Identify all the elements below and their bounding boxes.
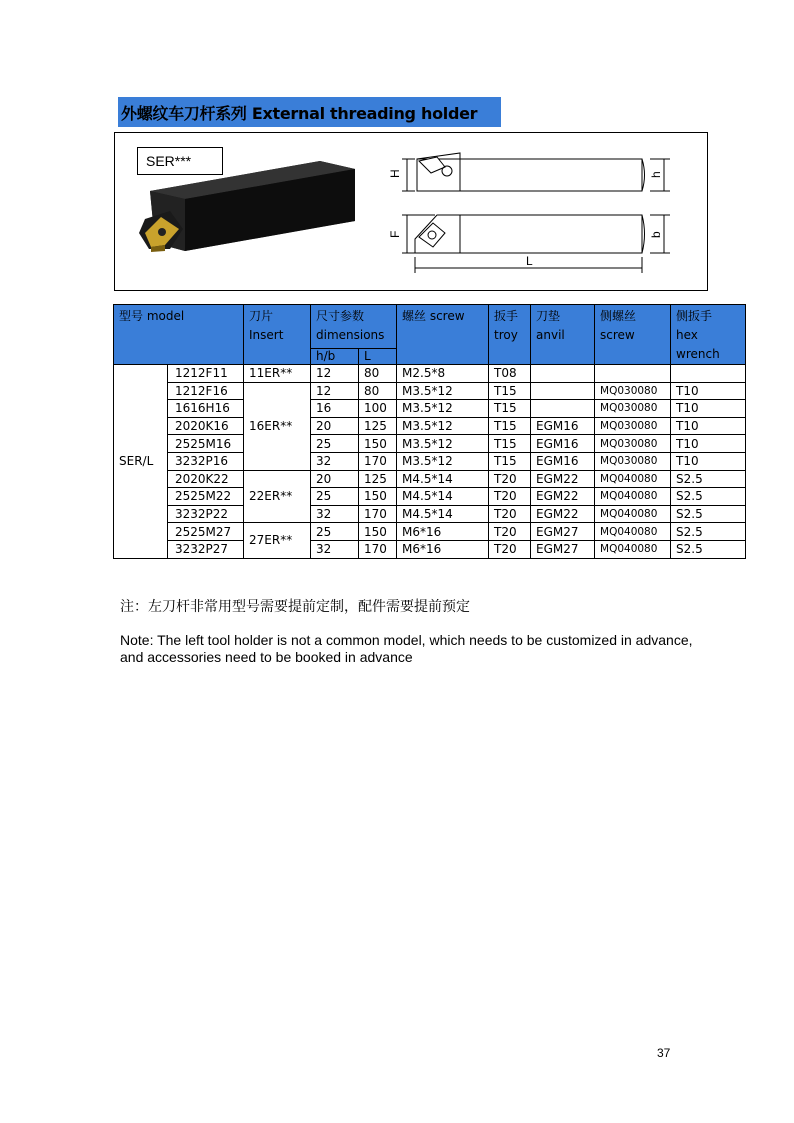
cell-hex: S2.5 xyxy=(671,540,746,558)
cell-l: 170 xyxy=(359,540,397,558)
cell-screw: M3.5*12 xyxy=(397,435,489,453)
cell-anvil xyxy=(531,382,595,400)
cell-l: 80 xyxy=(359,382,397,400)
cell-side-screw: MQ040080 xyxy=(595,540,671,558)
cell-screw: M3.5*12 xyxy=(397,382,489,400)
cell-anvil xyxy=(531,400,595,418)
cell-hex xyxy=(671,365,746,383)
cell-insert: 27ER** xyxy=(244,523,311,558)
header-model: 型号 model xyxy=(114,305,244,365)
cell-insert: 16ER** xyxy=(244,382,311,470)
cell-model: 2525M27 xyxy=(168,523,244,541)
cell-screw: M4.5*14 xyxy=(397,505,489,523)
cell-anvil: EGM16 xyxy=(531,452,595,470)
cell-screw: M2.5*8 xyxy=(397,365,489,383)
header-screw: 螺丝 screw xyxy=(397,305,489,365)
dim-label-L: L xyxy=(526,254,533,268)
cell-model: 3232P27 xyxy=(168,540,244,558)
cell-hex: S2.5 xyxy=(671,488,746,506)
cell-hex: T10 xyxy=(671,382,746,400)
table-row xyxy=(114,523,746,541)
table-row xyxy=(114,382,746,400)
header-dimensions: 尺寸参数 dimensions xyxy=(311,305,397,349)
table-row xyxy=(114,435,746,453)
cell-screw: M3.5*12 xyxy=(397,400,489,418)
cell-screw: M3.5*12 xyxy=(397,417,489,435)
cell-hb: 32 xyxy=(311,505,359,523)
cell-hb: 25 xyxy=(311,435,359,453)
header-troy: 扳手 troy xyxy=(489,305,531,365)
cell-troy: T15 xyxy=(489,382,531,400)
cell-side-screw: MQ030080 xyxy=(595,382,671,400)
cell-l: 100 xyxy=(359,400,397,418)
table-row xyxy=(114,417,746,435)
cell-side-screw: MQ030080 xyxy=(595,452,671,470)
cell-screw: M6*16 xyxy=(397,540,489,558)
side-view-drawing xyxy=(402,215,670,273)
page-title: 外螺纹车刀杆系列 External threading holder xyxy=(121,104,478,123)
cell-l: 125 xyxy=(359,417,397,435)
table-row xyxy=(114,452,746,470)
cell-screw: M6*16 xyxy=(397,523,489,541)
page-number: 37 xyxy=(657,1046,671,1060)
cell-model: 2525M16 xyxy=(168,435,244,453)
table-row xyxy=(114,488,746,506)
cell-anvil: EGM16 xyxy=(531,417,595,435)
cell-hex: S2.5 xyxy=(671,523,746,541)
cell-troy: T15 xyxy=(489,417,531,435)
dim-label-H: H xyxy=(388,169,402,178)
cell-l: 80 xyxy=(359,365,397,383)
cell-insert: 22ER** xyxy=(244,470,311,523)
cell-model: 1212F16 xyxy=(168,382,244,400)
cell-anvil: EGM27 xyxy=(531,540,595,558)
cell-troy: T15 xyxy=(489,452,531,470)
cell-l: 150 xyxy=(359,488,397,506)
cell-side-screw: MQ030080 xyxy=(595,400,671,418)
cell-hb: 12 xyxy=(311,382,359,400)
cell-screw: M4.5*14 xyxy=(397,470,489,488)
cell-hex: T10 xyxy=(671,435,746,453)
cell-l: 150 xyxy=(359,435,397,453)
header-anvil: 刀垫 anvil xyxy=(531,305,595,365)
cell-l: 170 xyxy=(359,452,397,470)
cell-model: 2525M22 xyxy=(168,488,244,506)
cell-hb: 20 xyxy=(311,470,359,488)
spec-table xyxy=(113,304,746,559)
cell-hb: 12 xyxy=(311,365,359,383)
cell-side-screw: MQ040080 xyxy=(595,523,671,541)
cell-side-screw: MQ030080 xyxy=(595,435,671,453)
header-l: L xyxy=(359,349,397,365)
group-label: SER/L xyxy=(114,365,168,559)
cell-hb: 16 xyxy=(311,400,359,418)
cell-model: 1212F11 xyxy=(168,365,244,383)
cell-troy: T20 xyxy=(489,505,531,523)
note-chinese: 注：左刀杆非常用型号需要提前定制，配件需要提前预定 xyxy=(120,599,470,615)
cell-model: 1616H16 xyxy=(168,400,244,418)
model-label: SER*** xyxy=(137,147,223,175)
cell-anvil: EGM27 xyxy=(531,523,595,541)
header-side-screw: 侧螺丝 screw xyxy=(595,305,671,365)
dim-label-F: F xyxy=(388,230,402,238)
cell-hb: 25 xyxy=(311,523,359,541)
header-hb: h/b xyxy=(311,349,359,365)
table-row xyxy=(114,365,746,383)
cell-anvil: EGM22 xyxy=(531,505,595,523)
top-view-drawing xyxy=(402,153,670,191)
table-row xyxy=(114,400,746,418)
cell-model: 3232P16 xyxy=(168,452,244,470)
cell-side-screw: MQ030080 xyxy=(595,417,671,435)
cell-hex: S2.5 xyxy=(671,470,746,488)
cell-anvil xyxy=(531,365,595,383)
cell-screw: M4.5*14 xyxy=(397,488,489,506)
cell-troy: T15 xyxy=(489,435,531,453)
dim-label-h: h xyxy=(649,171,663,178)
cell-model: 3232P22 xyxy=(168,505,244,523)
cell-model: 2020K16 xyxy=(168,417,244,435)
cell-hex: T10 xyxy=(671,400,746,418)
cell-anvil: EGM22 xyxy=(531,488,595,506)
table-row xyxy=(114,540,746,558)
cell-hex: T10 xyxy=(671,452,746,470)
cell-troy: T08 xyxy=(489,365,531,383)
cell-side-screw: MQ040080 xyxy=(595,505,671,523)
cell-hex: S2.5 xyxy=(671,505,746,523)
cell-troy: T20 xyxy=(489,488,531,506)
table-header-row xyxy=(114,305,746,349)
cell-hb: 20 xyxy=(311,417,359,435)
dim-label-b: b xyxy=(649,231,663,238)
cell-l: 150 xyxy=(359,523,397,541)
cell-hex: T10 xyxy=(671,417,746,435)
cell-troy: T20 xyxy=(489,470,531,488)
cell-model: 2020K22 xyxy=(168,470,244,488)
cell-hb: 25 xyxy=(311,488,359,506)
table-row xyxy=(114,470,746,488)
note-english: Note: The left tool holder is not a common model, which needs to be customized in advance, and accessories need to be booked in advance xyxy=(120,632,693,665)
cell-l: 125 xyxy=(359,470,397,488)
cell-troy: T20 xyxy=(489,540,531,558)
cell-screw: M3.5*12 xyxy=(397,452,489,470)
cell-insert: 11ER** xyxy=(244,365,311,383)
cell-side-screw xyxy=(595,365,671,383)
table-row xyxy=(114,505,746,523)
cell-anvil: EGM16 xyxy=(531,435,595,453)
cell-troy: T20 xyxy=(489,523,531,541)
header-hex-wrench: 侧扳手 hex wrench xyxy=(671,305,746,365)
cell-side-screw: MQ040080 xyxy=(595,488,671,506)
cell-hb: 32 xyxy=(311,452,359,470)
cell-side-screw: MQ040080 xyxy=(595,470,671,488)
cell-hb: 32 xyxy=(311,540,359,558)
cell-troy: T15 xyxy=(489,400,531,418)
header-insert: 刀片 Insert xyxy=(244,305,311,365)
cell-anvil: EGM22 xyxy=(531,470,595,488)
cell-l: 170 xyxy=(359,505,397,523)
